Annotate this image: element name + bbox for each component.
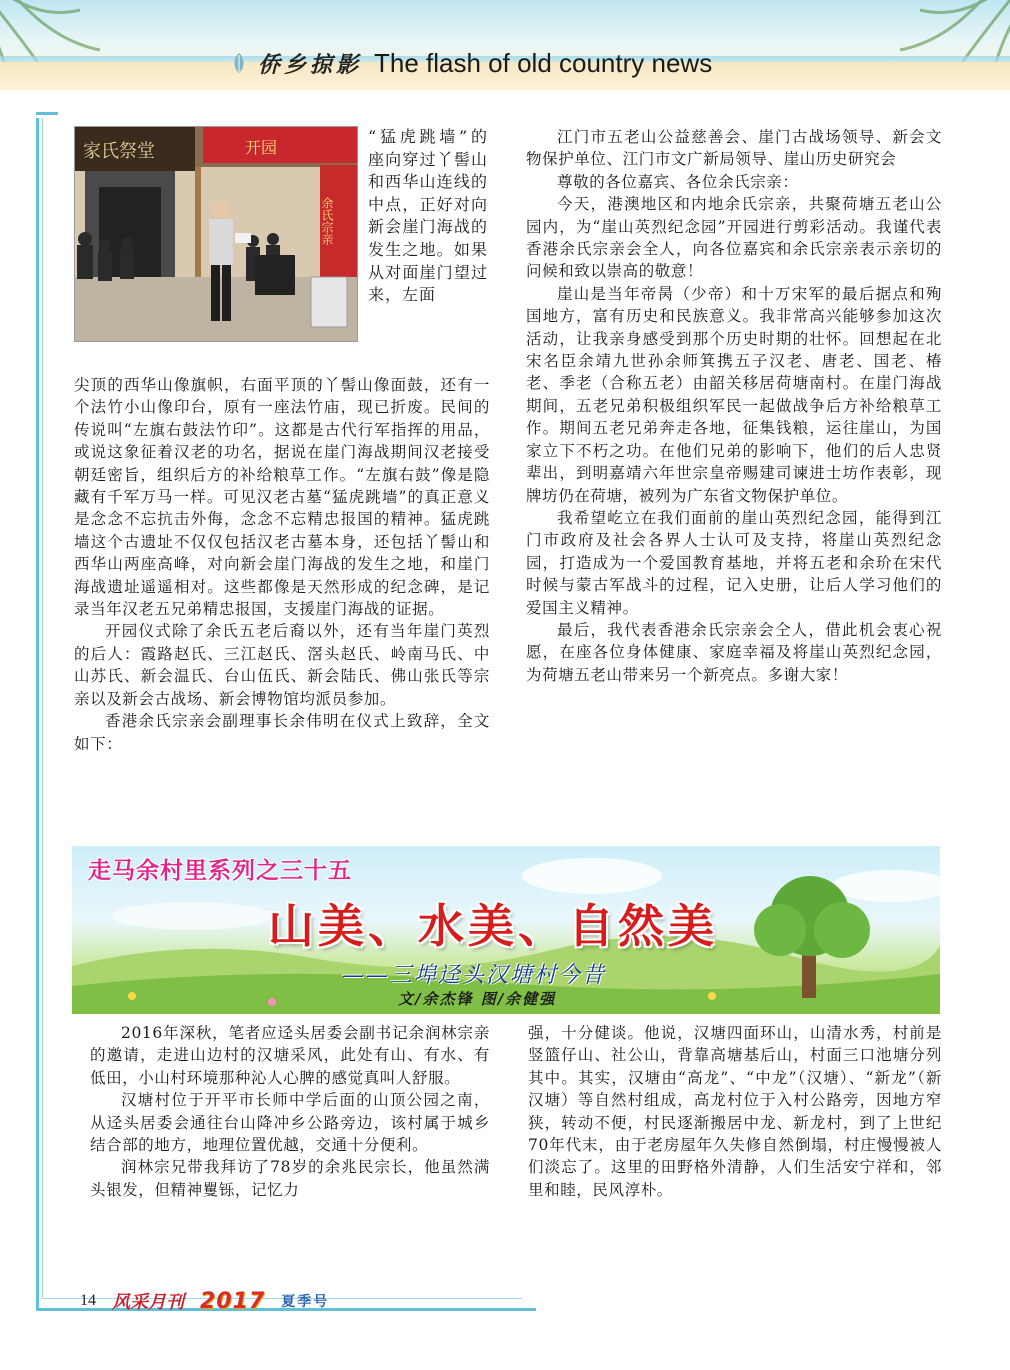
paragraph: 润林宗兄带我拜访了78岁的余兆民宗长，他虽然满头银发，但精神矍铄，记忆力	[90, 1158, 490, 1199]
photo-sign-side: 余氏宗亲	[320, 197, 334, 245]
photo-sign-banner: 开园	[245, 138, 278, 157]
paragraph: 我希望屹立在我们面前的崖山英烈纪念园，能得到江门市政府及社会各界人士认可及支持，将崖山英烈纪念园，打造成为一个爱国教育基地，并将五老和余玠在宋代时候与蒙古军战斗的过程，记入史册，让后人学习他们的爱国主义精神。	[526, 508, 942, 617]
paragraph: 最后，我代表香港余氏宗亲会仝人，借此机会衷心祝愿，在座各位身体健康、家庭幸福及将崖山英烈纪念园，为荷塘五老山带来另一个新亮点。多谢大家！	[526, 620, 942, 684]
ceremony-photo	[74, 126, 358, 342]
paragraph: 开园仪式除了余氏五老后裔以外，还有当年崖门英烈的后人：霞路赵氏、三江赵氏、滘头赵氏、岭南马氏、中山苏氏、新会温氏、台山伍氏、新会陆氏、佛山张氏等宗亲以及新会古战场、新会博物馆均派员参加。	[74, 622, 490, 708]
byline: 文/余杰锋 图/余健强	[398, 990, 557, 1008]
issue-year: 2017	[200, 1288, 266, 1314]
paragraph: 尖顶的西华山像旗帜，右面平顶的丫髻山像面鼓，还有一个法竹小山像印台，原有一座法竹庙，现已折废。民间的传说叫“左旗右鼓法竹印”。这都是古代行军指挥的用品，或说这象征着汉老的功名，据说在崖门海战期间汉老接受朝廷密旨，组织后方的补给粮草工作。“左旗右鼓”像是隐藏有千军万马一样。可见汉老古墓“猛虎跳墙”的真正意义是念念不忘抗击外侮，念念不忘精忠报国的精神。猛虎跳墙这个古遗址不仅仅包括汉老古墓本身，还包括丫髻山和西华山两座高峰，对向新会崖门海战的发生之地，和崖门海战遗址遥遥相对。这些都像是天然形成的纪念碑，是记录当年汉老五兄弟精忠报国，支援崖门海战的证据。	[74, 376, 490, 619]
section-header	[232, 46, 712, 80]
header-banner	[0, 0, 1010, 90]
frame-line	[42, 118, 43, 1298]
paragraph: 尊敬的各位嘉宾、各位余氏宗亲：	[557, 172, 799, 191]
paragraph: 今天，港澳地区和内地余氏宗亲，共聚荷塘五老山公园内，为“崖山英烈纪念园”开园进行剪彩活动。我谨代表香港余氏宗亲会全人，向各位嘉宾和余氏宗亲表示亲切的问候和致以崇高的敬意！	[526, 195, 942, 281]
magazine-name: 风采月刊	[112, 1292, 184, 1313]
issue-season: 夏季号	[281, 1294, 330, 1310]
paragraph: “猛虎跳墙”的座向穿过丫髻山和西华山连线的中点，正好对向新会崖门海战的发生之地。如果从对面崖门望过来，左面	[368, 127, 488, 305]
article-title: 山美、水美、自然美	[268, 899, 718, 953]
paragraph: 江门市五老山公益慈善会、崖门古战场领导、新会文物保护单位、江门市文广新局领导、崖山历史研究会	[526, 128, 942, 169]
frame-line	[36, 118, 39, 1310]
article1-column-right	[526, 126, 942, 686]
page-number: 14	[80, 1292, 96, 1309]
paragraph: 崖山是当年帝昺（少帝）和十万宋军的最后据点和殉国地方，富有历史和民族意义。我非常高兴能够参加这次活动，让我亲身感受到那个历史时期的壮怀。回想起在北宋名臣余靖九世孙余师箕携五子汉老、唐老、国老、椿老、季老（合称五老）由韶关移居荷塘南村。在崖门海战期间，五老兄弟积极组织军民一起做战争后方补给粮草工作。期间五老兄弟奔走各地，征集钱粮，运往崖山，为国家立下不朽之功。在他们兄弟的影响下，他们的后人忠贤辈出，到明嘉靖六年世宗皇帝赐建司谏进士坊作表彰，现牌坊仍在荷塘，被列为广东省文物保护单位。	[526, 284, 942, 505]
article2-column-left	[90, 1022, 490, 1201]
page-footer	[80, 1288, 329, 1314]
photo-sign-left: 家氏祭堂	[83, 141, 155, 162]
frame-line	[36, 112, 58, 115]
paragraph: 强，十分健谈。他说，汉塘四面环山，山清水秀，村前是竖篮仔山、社公山，背靠高塘基后山，村面三口池塘分列其中。其实，汉塘由“高龙”、“中龙”（汉塘）、“新龙”（新汉塘）等自然村组成，高龙村位于入村公路旁，因地方窄狭，转动不便，村民逐渐搬居中龙、新龙村，到了上世纪70年代末，由于老房屋年久失修自然倒塌，村庄慢慢被人们淡忘了。这里的田野格外清静，人们生活安宁祥和，邻里和睦，民风淳朴。	[528, 1024, 942, 1199]
section-title-en: The flash of old country news	[374, 47, 713, 78]
article2-column-right	[528, 1022, 942, 1201]
leaf-icon	[232, 53, 246, 73]
section-title-cn: 侨乡掠影	[258, 51, 363, 78]
article-banner	[72, 846, 940, 1014]
paragraph: 香港余氏宗亲会副理事长余伟明在仪式上致辞，全文如下：	[74, 712, 490, 753]
article1-column-left	[74, 374, 490, 755]
article1-wrap-text	[368, 126, 488, 307]
paragraph: 汉塘村位于开平市长师中学后面的山顶公园之南，从迳头居委会通往台山降冲乡公路旁边，该村属于城乡结合部的地方，地理位置优越，交通十分便利。	[90, 1091, 490, 1155]
article-subtitle: ——三埠迳头汉塘村今昔	[342, 963, 607, 988]
paragraph: 2016年深秋，笔者应迳头居委会副书记余润林宗亲的邀请，走进山边村的汉塘采风，此处有山、有水、有低田，小山村环境那种沁人心脾的感觉真叫人舒服。	[90, 1024, 490, 1087]
series-title: 走马余村里系列之三十五	[88, 858, 352, 884]
